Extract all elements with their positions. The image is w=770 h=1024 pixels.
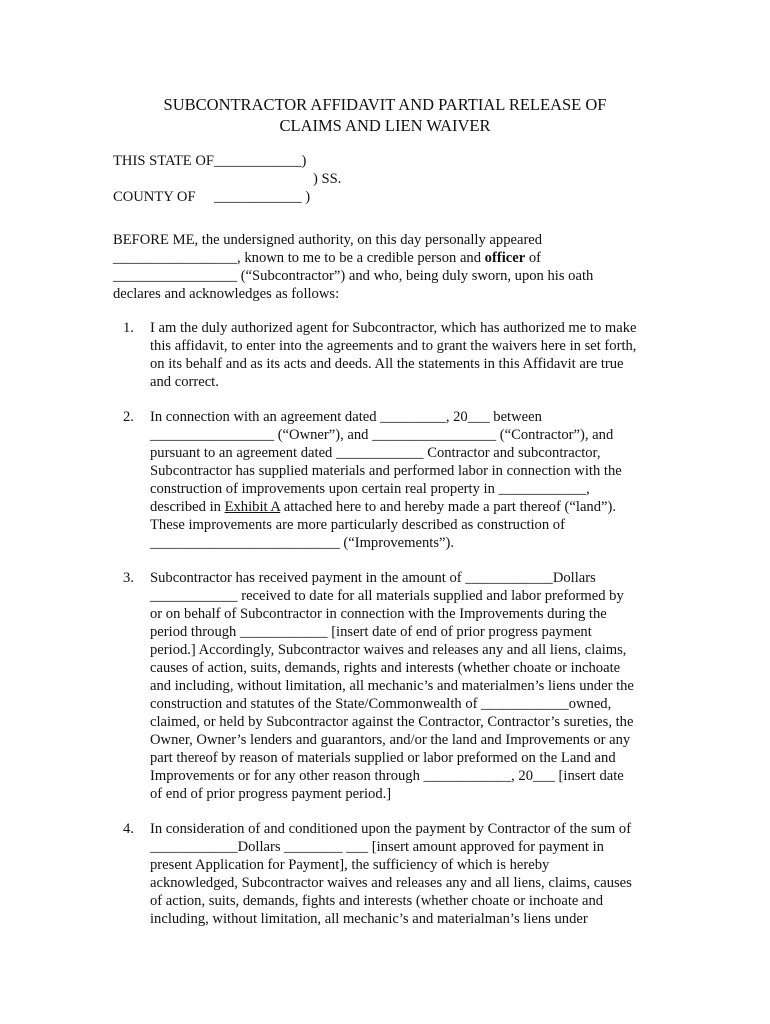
- title-line-1: SUBCONTRACTOR AFFIDAVIT AND PARTIAL RELEASE OF: [163, 95, 607, 114]
- item-line: Improvements or for any other reason through ____________, 20___ [insert date: [150, 768, 624, 784]
- exhibit-before: described in: [150, 499, 225, 515]
- intro-officer-bold: officer: [484, 250, 526, 266]
- intro-line-2: [113, 249, 653, 267]
- item-line: In connection with an agreement dated _________, 20___ between: [150, 409, 542, 425]
- item-line: period through ____________ [insert date of end of prior progress payment: [150, 624, 592, 640]
- item-line: ____________Dollars ________ ___ [insert amount approved for payment in: [150, 839, 604, 855]
- item-line: period.] Accordingly, Subcontractor waives and releases any and all liens, claims,: [150, 642, 627, 658]
- item-line: this affidavit, to enter into the agreements and to grant the waivers here in set forth,: [150, 338, 637, 354]
- item-line: of action, suits, demands, fights and interests (whether choate or inchoate and: [150, 893, 604, 909]
- item-line: construction of improvements upon certain real property in ____________,: [150, 481, 590, 497]
- item-line: acknowledged, Subcontractor waives and releases any and all liens, claims, causes: [150, 875, 632, 891]
- item-line: and correct.: [150, 374, 219, 390]
- item-line: pursuant to an agreement dated ____________ Contractor and subcontractor,: [150, 445, 601, 461]
- county-label: COUNTY OF: [113, 189, 196, 205]
- state-line: THIS STATE OF____________): [113, 153, 307, 169]
- document-title: [0, 94, 770, 136]
- exhibit-after: attached here to and hereby made a part thereof (“land”).: [280, 499, 617, 515]
- intro-line-2-a: _________________, known to me to be a credible person and: [113, 250, 485, 266]
- item-line: ____________ received to date for all materials supplied and labor preformed by: [150, 588, 624, 604]
- item-number: 2.: [123, 409, 134, 425]
- item-line: claimed, or held by Subcontractor against the Contractor, Contractor’s sureties, the: [150, 714, 634, 730]
- intro-line-2-b: of: [525, 250, 541, 266]
- intro-line-4: declares and acknowledges as follows:: [113, 286, 340, 302]
- exhibit-a-link: Exhibit A: [224, 499, 281, 515]
- item-line: Subcontractor has supplied materials and performed labor in connection with the: [150, 463, 622, 479]
- item-line: on its behalf and as its acts and deeds. All the statements in this Affidavit are true: [150, 356, 624, 372]
- title-line-2: CLAIMS AND LIEN WAIVER: [279, 116, 491, 135]
- item-number: 3.: [123, 570, 134, 586]
- item-line: or on behalf of Subcontractor in connection with the Improvements during the: [150, 606, 607, 622]
- intro-paragraph: [113, 231, 653, 303]
- item-line: Subcontractor has received payment in the amount of ____________Dollars: [150, 570, 596, 586]
- ss-line: ) SS.: [313, 171, 342, 187]
- county-blank: ____________ ): [214, 189, 311, 205]
- list-item-3: [113, 569, 673, 803]
- list-item-4: [113, 820, 673, 928]
- exhibit-line: [150, 498, 673, 516]
- intro-line-3: _________________ (“Subcontractor”) and who, being duly sworn, upon his oath: [113, 268, 594, 284]
- intro-line-1: BEFORE ME, the undersigned authority, on this day personally appeared: [113, 232, 543, 248]
- item-line: including, without limitation, all mechanic’s and materialman’s liens under: [150, 911, 588, 927]
- item-line: of end of prior progress payment period.]: [150, 786, 392, 802]
- numbered-list: [113, 319, 673, 945]
- list-item-2: [113, 408, 673, 552]
- item-line: part thereof by reason of materials supplied or labor preformed on the Land and: [150, 750, 616, 766]
- item-line: Owner, Owner’s lenders and guarantors, and/or the land and Improvements or any: [150, 732, 631, 748]
- list-item-1: [113, 319, 673, 391]
- item-number: 1.: [123, 320, 134, 336]
- item-line: __________________________ (“Improvements”).: [150, 535, 454, 551]
- item-number: 4.: [123, 821, 134, 837]
- item-line: _________________ (“Owner”), and _________________ (“Contractor”), and: [150, 427, 614, 443]
- item-line: I am the duly authorized agent for Subcontractor, which has authorized me to make: [150, 320, 637, 336]
- item-line: In consideration of and conditioned upon the payment by Contractor of the sum of: [150, 821, 632, 837]
- item-line: causes of action, suits, demands, rights and interests (whether choate or inchoate: [150, 660, 621, 676]
- item-line: and including, without limitation, all mechanic’s and materialmen’s liens under the: [150, 678, 634, 694]
- item-line: These improvements are more particularly described as construction of: [150, 517, 565, 533]
- item-line: present Application for Payment], the sufficiency of which is hereby: [150, 857, 550, 873]
- item-line: construction and statutes of the State/Commonwealth of ____________owned,: [150, 696, 612, 712]
